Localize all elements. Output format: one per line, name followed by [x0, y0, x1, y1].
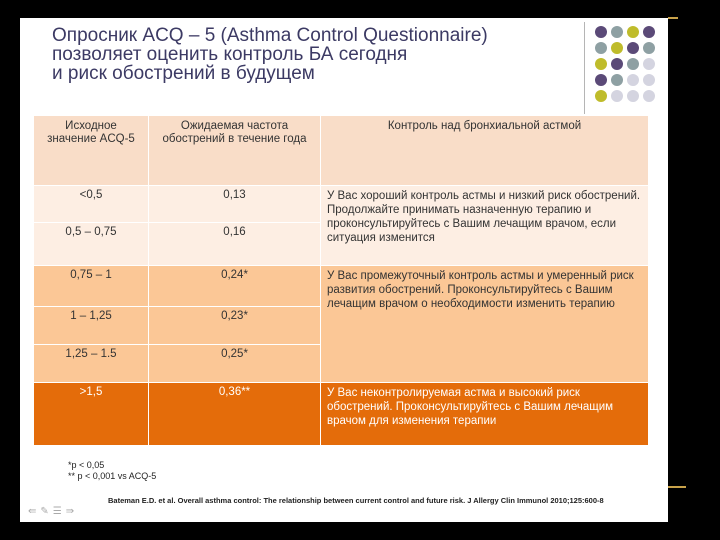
next-slide-icon[interactable]: ⇛: [65, 506, 79, 517]
dot-icon: [643, 42, 655, 54]
header-asthma-control: Контроль над бронхиальной астмой: [321, 116, 649, 186]
acq-cell: 0,5 – 0,75: [34, 223, 149, 266]
pen-icon[interactable]: ✎: [40, 506, 53, 517]
decorative-dots: [595, 26, 667, 112]
menu-icon[interactable]: ☰: [52, 506, 66, 517]
dot-icon: [643, 74, 655, 86]
acq-cell: >1,5: [34, 383, 149, 446]
accent-line-bottom: [668, 486, 686, 488]
dot-icon: [595, 74, 607, 86]
dot-icon: [627, 58, 639, 70]
dot-icon: [595, 58, 607, 70]
header-acq-value: Исходное значение ACQ-5: [34, 116, 149, 186]
dot-icon: [627, 42, 639, 54]
dot-icon: [643, 58, 655, 70]
footnote-1: *p < 0,05: [68, 460, 105, 470]
accent-line-top: [668, 17, 678, 19]
table-row: [34, 383, 649, 446]
control-text-partial: У Вас промежуточный контроль астмы и умеренный риск развития обострений. Проконсультируйтесь с Вашим лечащим врачом о необходимости изменить терапию: [321, 266, 649, 383]
dot-icon: [611, 74, 623, 86]
acq-cell: 1 – 1,25: [34, 307, 149, 345]
dot-icon: [643, 90, 655, 102]
reference: Bateman E.D. et al. Overall asthma control: The relationship between current control and future risk. J Allergy Clin Immunol 2010;125:600-8: [108, 496, 604, 505]
table-row: [34, 186, 649, 223]
rate-cell: 0,24*: [149, 266, 321, 307]
dot-icon: [595, 90, 607, 102]
rate-cell: 0,36**: [149, 383, 321, 446]
rate-cell: 0,16: [149, 223, 321, 266]
dot-icon: [627, 74, 639, 86]
control-text-poor: У Вас неконтролируемая астма и высокий риск обострений. Проконсультируйтесь с Вашим лечащим врачом для изменения терапии: [321, 383, 649, 446]
top-bar: [20, 0, 668, 18]
title-line-3: и риск обострений в будущем: [52, 63, 315, 84]
divider-line: [584, 22, 585, 114]
title-line-2: позволяет оценить контроль БА сегодня: [52, 44, 408, 65]
rate-cell: 0,23*: [149, 307, 321, 345]
acq-table: [33, 115, 649, 446]
acq-cell: <0,5: [34, 186, 149, 223]
dot-icon: [595, 26, 607, 38]
slide-title: [52, 26, 572, 83]
acq-cell: 1,25 – 1.5: [34, 345, 149, 383]
table-header-row: [34, 116, 649, 186]
slide-nav[interactable]: [28, 506, 78, 517]
prev-slide-icon[interactable]: ⇚: [28, 506, 41, 517]
dot-icon: [643, 26, 655, 38]
rate-cell: 0,13: [149, 186, 321, 223]
title-line-1: Опросник ACQ – 5 (Asthma Control Questionnaire): [52, 25, 488, 46]
control-text-good: У Вас хороший контроль астмы и низкий риск обострений. Продолжайте принимать назначенную терапию и проконсультируйтесь с Вашим лечащим врачом, если ситуация изменится: [321, 186, 649, 266]
dot-icon: [611, 26, 623, 38]
acq-cell: 0,75 – 1: [34, 266, 149, 307]
rate-cell: 0,25*: [149, 345, 321, 383]
footnotes: [68, 460, 156, 482]
dot-icon: [627, 26, 639, 38]
dot-icon: [595, 42, 607, 54]
dot-icon: [611, 58, 623, 70]
header-exacerbation-rate: Ожидаемая частота обострений в течение года: [149, 116, 321, 186]
dot-icon: [611, 42, 623, 54]
table-row: [34, 266, 649, 307]
dot-icon: [627, 90, 639, 102]
dot-icon: [611, 90, 623, 102]
footnote-2: ** p < 0,001 vs ACQ-5: [68, 471, 157, 481]
slide: [20, 0, 668, 522]
